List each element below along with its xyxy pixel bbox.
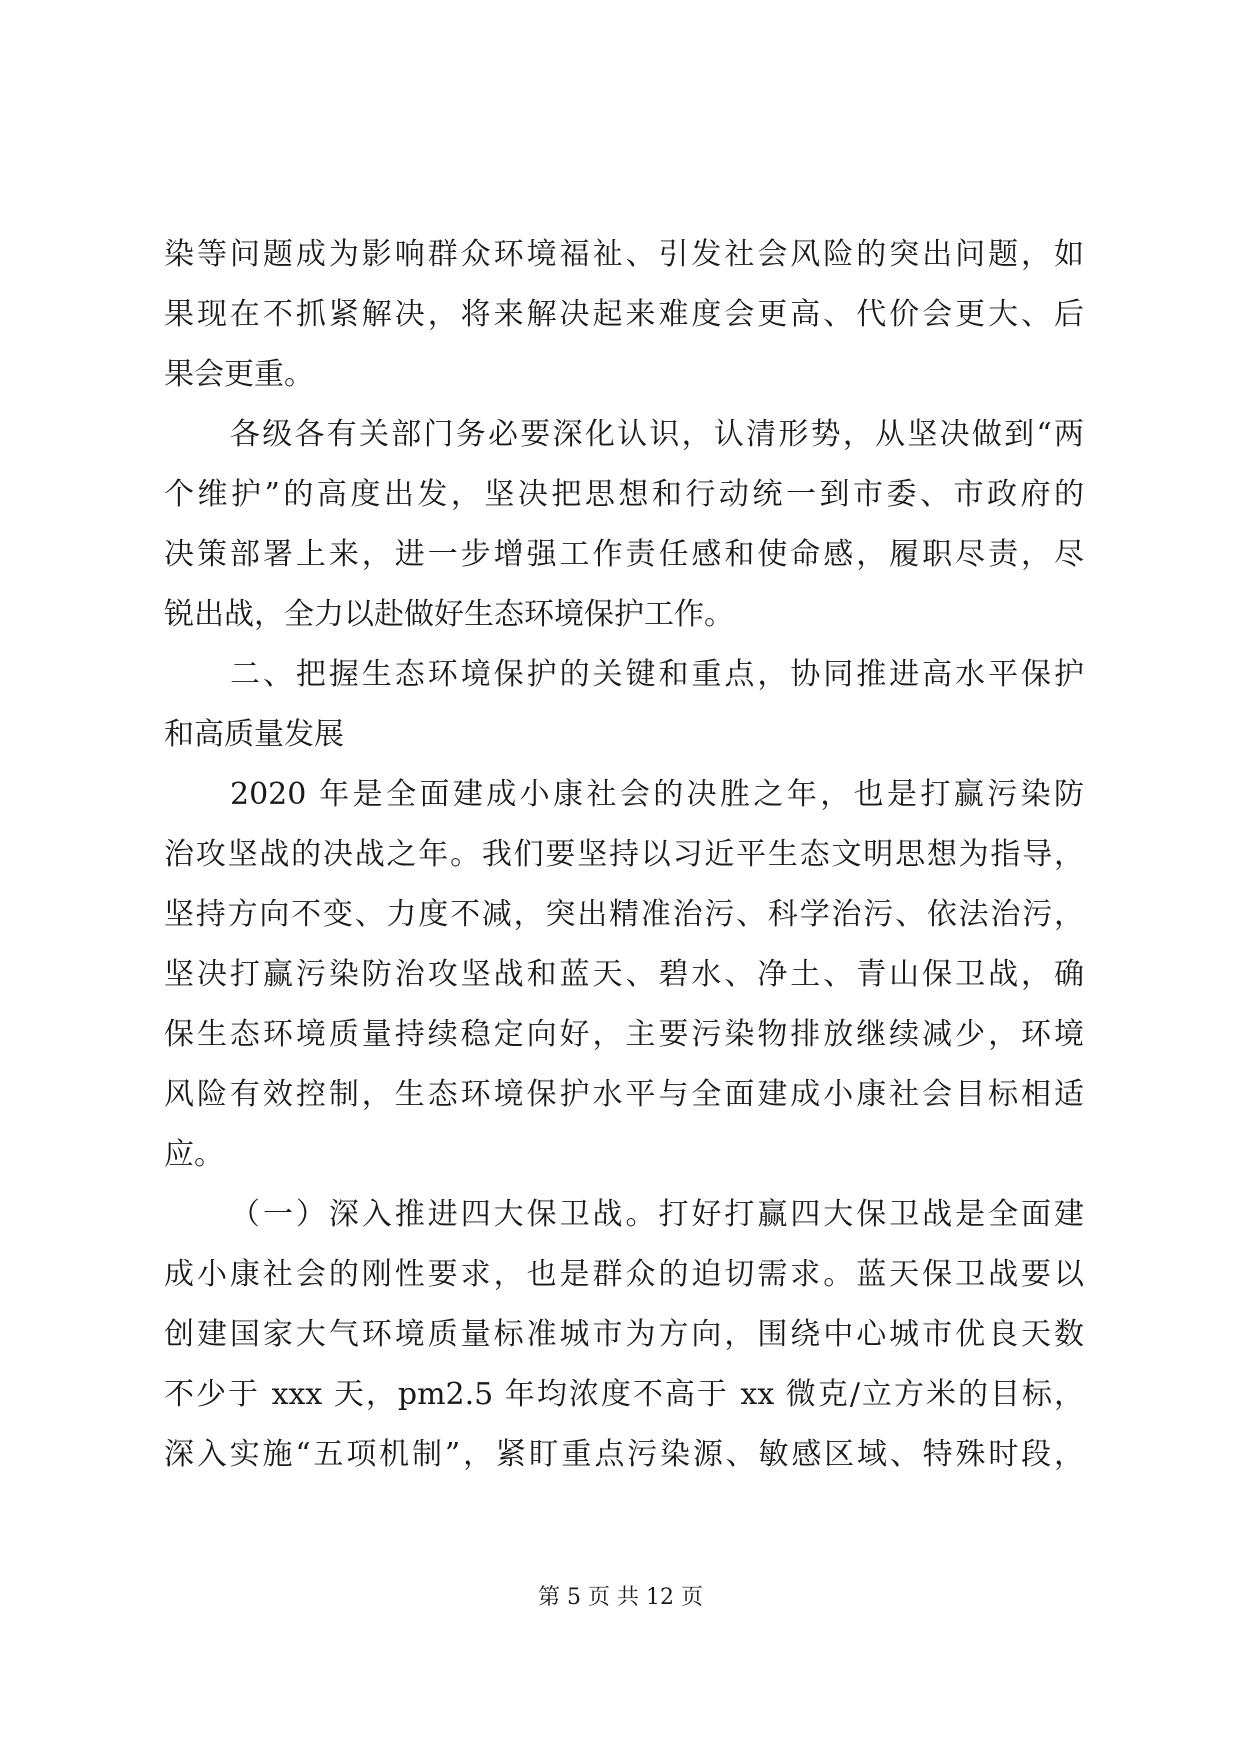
text-line: 个维护”的高度出发，坚决把思想和行动统一到市委、市政府的 <box>164 477 1084 512</box>
text-line: 深入实施“五项机制”，紧盯重点污染源、敏感区域、特殊时段， <box>164 1437 1084 1472</box>
paragraph-first-line: 各级各有关部门务必要深化认识，认清形势，从坚决做到“两 <box>230 417 1084 452</box>
text-line: 决策部署上来，进一步增强工作责任感和使命感，履职尽责，尽 <box>164 537 1084 572</box>
text-line: 风险有效控制，生态环境保护水平与全面建成小康社会目标相适 <box>164 1077 1084 1112</box>
text-line: 创建国家大气环境质量标准城市为方向，围绕中心城市优良天数 <box>164 1317 1084 1352</box>
page-number-footer: 第 5 页 共 12 页 <box>538 1585 703 1610</box>
section-heading-line: 和高质量发展 <box>164 717 344 752</box>
text-line: 锐出战，全力以赴做好生态环境保护工作。 <box>164 597 734 632</box>
paragraph-first-line: 2020 年是全面建成小康社会的决胜之年，也是打赢污染防 <box>230 777 1084 812</box>
text-line: 坚持方向不变、力度不减，突出精准治污、科学治污、依法治污， <box>164 897 1084 932</box>
text-line: 成小康社会的刚性要求，也是群众的迫切需求。蓝天保卫战要以 <box>164 1257 1084 1292</box>
text-line: 治攻坚战的决战之年。我们要坚持以习近平生态文明思想为指导， <box>164 837 1084 872</box>
text-line: 染等问题成为影响群众环境福祉、引发社会风险的突出问题，如 <box>164 237 1084 272</box>
paragraph-first-line: （一）深入推进四大保卫战。打好打赢四大保卫战是全面建 <box>230 1197 1084 1232</box>
text-line: 不少于 xxx 天，pm2.5 年均浓度不高于 xx 微克/立方米的目标， <box>164 1377 1084 1412</box>
text-line: 果现在不抓紧解决，将来解决起来难度会更高、代价会更大、后 <box>164 297 1084 332</box>
text-line: 保生态环境质量持续稳定向好，主要污染物排放继续减少，环境 <box>164 1017 1084 1052</box>
text-line: 应。 <box>164 1137 224 1172</box>
section-heading-line: 二、把握生态环境保护的关键和重点，协同推进高水平保护 <box>230 657 1084 692</box>
text-line: 果会更重。 <box>164 357 314 392</box>
text-line: 坚决打赢污染防治攻坚战和蓝天、碧水、净土、青山保卫战，确 <box>164 957 1084 992</box>
